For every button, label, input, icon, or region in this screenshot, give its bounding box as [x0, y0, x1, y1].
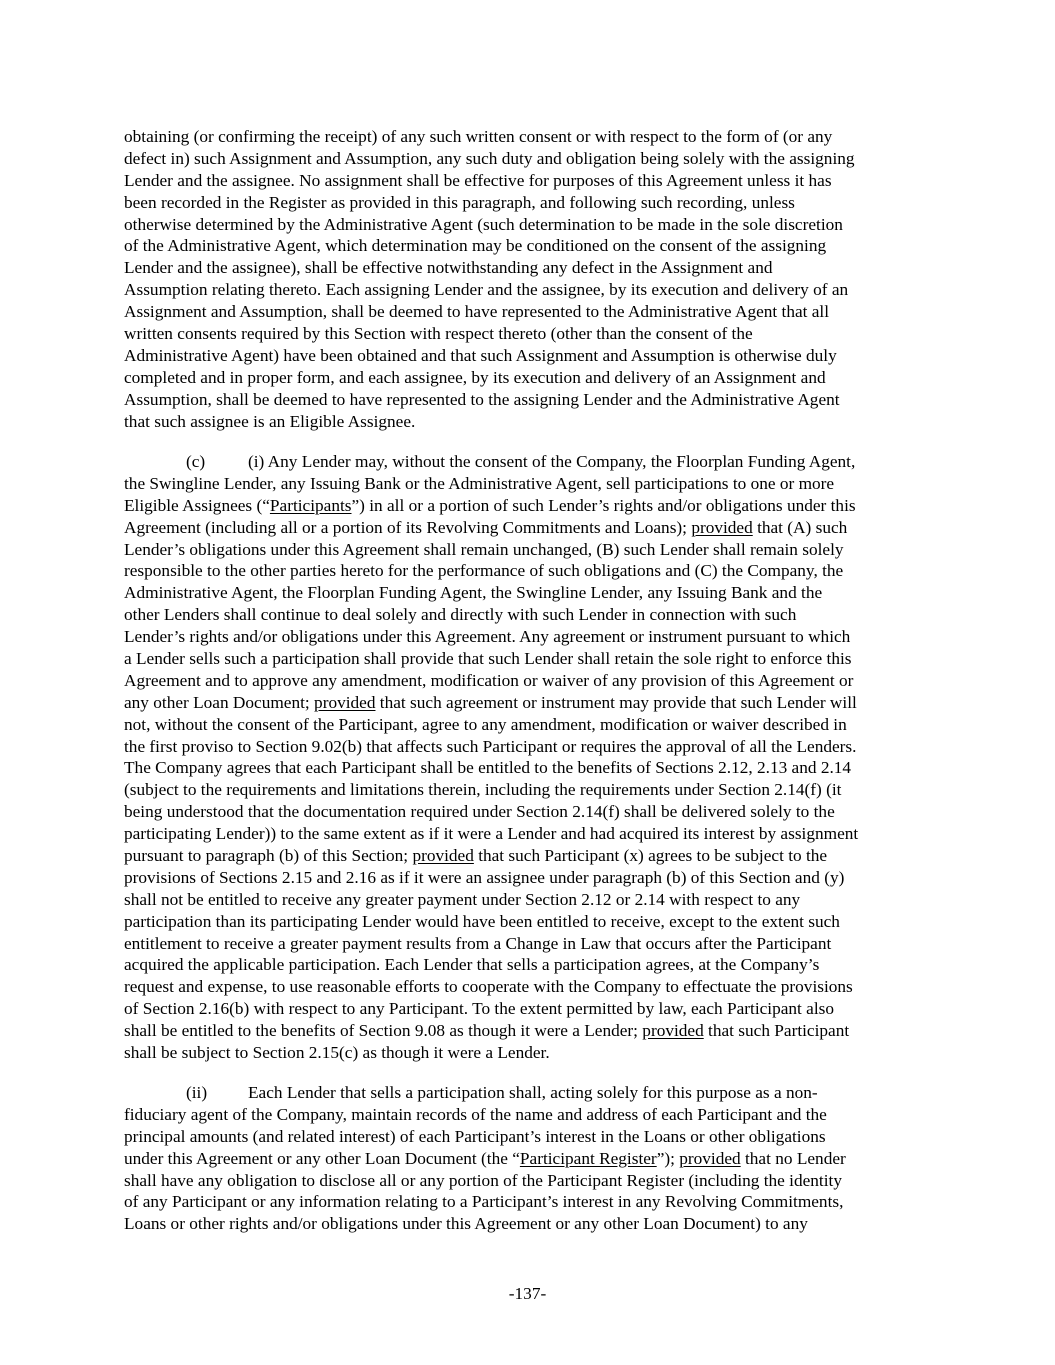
- paragraph-b-line: Assumption relating thereto. Each assigning Lender and the assignee, by its execution and delivery of an: [124, 280, 849, 300]
- paragraph-ii-line: principal amounts (and related interest) of each Participant’s interest in the Loans or other obligations: [124, 1126, 826, 1146]
- paragraph-c-line: of Section 2.16(b) with respect to any Participant. To the extent permitted by law, each Participant also: [124, 999, 834, 1019]
- paragraph-c-line: (subject to the requirements and limitations therein, including the requirements under Section 2.14(f) (it: [124, 780, 842, 800]
- paragraph-c-line: acquired the applicable participation. Each Lender that sells a participation agrees, at the Company’s: [124, 955, 820, 975]
- paragraph-c-line: Lender’s rights and/or obligations under this Agreement. Any agreement or instrument pursuant to which: [124, 627, 851, 647]
- paragraph-b-line: been recorded in the Register as provided in this paragraph, and following such recording, unless: [124, 192, 795, 212]
- paragraph-b-line: Administrative Agent) have been obtained and that such Assignment and Assumption is otherwise duly: [124, 345, 837, 365]
- paragraph-c-line: pursuant to paragraph (b) of this Section; provided that such Participant (x) agrees to be subject to the: [124, 846, 828, 866]
- paragraph-b-line: that such assignee is an Eligible Assignee.: [124, 411, 416, 431]
- proviso-term: provided: [679, 1148, 741, 1168]
- paragraph-ii-marker: (ii): [186, 1083, 208, 1102]
- paragraph-b-line: of the Administrative Agent, which determination may be conditioned on the consent of the assigning: [124, 236, 827, 256]
- proviso-term: provided: [691, 517, 753, 537]
- paragraph-b-line: otherwise determined by the Administrative Agent (such determination to be made in the sole discretion: [124, 214, 843, 234]
- paragraph-c-line: (c) (i) Any Lender may, without the consent of the Company, the Floorplan Funding Agent,: [186, 452, 856, 471]
- paragraph-c-line: shall not be entitled to receive any greater payment under Section 2.12 or 2.14 with respect to any: [124, 889, 801, 909]
- page-number: -137-: [508, 1284, 547, 1303]
- paragraph-c-line: the Swingline Lender, any Issuing Bank or the Administrative Agent, sell participations to one or more: [124, 473, 835, 493]
- proviso-term: provided: [412, 846, 474, 866]
- paragraph-c-marker: (c): [186, 452, 206, 471]
- paragraph-c-line: other Lenders shall continue to deal solely and directly with such Lender in connection with such: [124, 605, 797, 625]
- defined-term-participant-register: Participant Register: [519, 1148, 657, 1168]
- proviso-term: provided: [314, 692, 376, 712]
- paragraph-c-line: provisions of Sections 2.15 and 2.16 as if it were an assignee under paragraph (b) of this Section and (y): [124, 867, 845, 887]
- paragraph-c-line: shall be entitled to the benefits of Section 9.08 as though it were a Lender; provided that such Participant: [124, 1021, 850, 1041]
- paragraph-c: [124, 451, 944, 1064]
- paragraph-c-line: Agreement and to approve any amendment, modification or waiver of any provision of this Agreement or: [124, 670, 854, 690]
- paragraph-c-line: request and expense, to use reasonable efforts to cooperate with the Company to effectuate the provisions: [124, 977, 853, 997]
- paragraph-ii-line: shall have any obligation to disclose all or any portion of the Participant Register (including the identity: [124, 1170, 842, 1190]
- paragraph-c-line: shall be subject to Section 2.15(c) as though it were a Lender.: [124, 1043, 550, 1063]
- paragraph-b-line: Lender and the assignee), shall be effective notwithstanding any defect in the Assignment and: [124, 258, 773, 278]
- paragraph-c-line: participation than its participating Lender would have been entitled to receive, except to the extent such: [124, 911, 840, 931]
- defined-term-participants: Participants: [269, 495, 352, 515]
- paragraph-c-line: participating Lender)) to the same extent as if it were a Lender and had acquired its interest by assignment: [124, 824, 859, 844]
- paragraph-c-line: Lender’s obligations under this Agreement shall remain unchanged, (B) such Lender shall remain solely: [124, 539, 844, 559]
- proviso-term: provided: [642, 1021, 704, 1041]
- paragraph-c-line: being understood that the documentation required under Section 2.14(f) shall be delivered solely to the: [124, 802, 835, 822]
- paragraph-ii-line: fiduciary agent of the Company, maintain records of the name and address of each Participant and the: [124, 1104, 827, 1124]
- paragraph-b-line: defect in) such Assignment and Assumption, any such duty and obligation being solely with the assigning: [124, 148, 855, 168]
- paragraph-b-line: Assumption, shall be deemed to have represented to the assigning Lender and the Administrative Agent: [124, 389, 840, 409]
- paragraph-b-line: obtaining (or confirming the receipt) of any such written consent or with respect to the form of (or any: [124, 127, 833, 146]
- paragraph-c-line: the first proviso to Section 9.02(b) that affects such Participant or requires the approval of all the Lenders.: [124, 736, 857, 756]
- paragraph-c-line: any other Loan Document; provided that such agreement or instrument may provide that such Lender will: [124, 692, 857, 712]
- paragraph-c-line: entitlement to receive a greater payment results from a Change in Law that occurs after the Participant: [124, 933, 832, 953]
- paragraph-b-continuation: [124, 126, 944, 432]
- paragraph-c-line: Eligible Assignees (“Participants”) in all or a portion of such Lender’s rights and/or obligations under this: [124, 495, 856, 515]
- paragraph-ii-line: Loans or other rights and/or obligations under this Agreement or any other Loan Document) to any: [124, 1214, 808, 1234]
- paragraph-ii: [124, 1082, 944, 1235]
- paragraph-c-line: a Lender sells such a participation shall provide that such Lender shall retain the sole right to enforce this: [124, 649, 852, 669]
- paragraph-c-line: Agreement (including all or a portion of its Revolving Commitments and Loans); provided that (A) such: [124, 517, 848, 537]
- paragraph-b-line: Lender and the assignee. No assignment shall be effective for purposes of this Agreement unless it has: [124, 170, 832, 190]
- paragraph-b-line: written consents required by this Section with respect thereto (other than the consent of the: [124, 324, 753, 344]
- paragraph-ii-line: of any Participant or any information relating to a Participant’s interest in any Revolving Commitments,: [124, 1192, 844, 1212]
- paragraph-c-line: responsible to the other parties hereto for the performance of such obligations and (C) the Company, the: [124, 561, 844, 581]
- paragraph-c-line: Administrative Agent, the Floorplan Funding Agent, the Swingline Lender, any Issuing Bank and the: [124, 583, 823, 603]
- paragraph-c-line: The Company agrees that each Participant shall be entitled to the benefits of Sections 2.12, 2.13 and 2.14: [124, 758, 852, 778]
- paragraph-b-line: Assignment and Assumption, shall be deemed to have represented to the Administrative Agent that all: [124, 302, 830, 322]
- paragraph-ii-line: (ii) Each Lender that sells a participation shall, acting solely for this purpose as a non-: [186, 1083, 818, 1102]
- paragraph-b-line: completed and in proper form, and each assignee, by its execution and delivery of an Assignment and: [124, 367, 826, 387]
- paragraph-c-line: not, without the consent of the Participant, agree to any amendment, modification or waiver described in: [124, 714, 847, 734]
- paragraph-ii-line: under this Agreement or any other Loan Document (the “Participant Register”); provided that no Lender: [124, 1148, 846, 1168]
